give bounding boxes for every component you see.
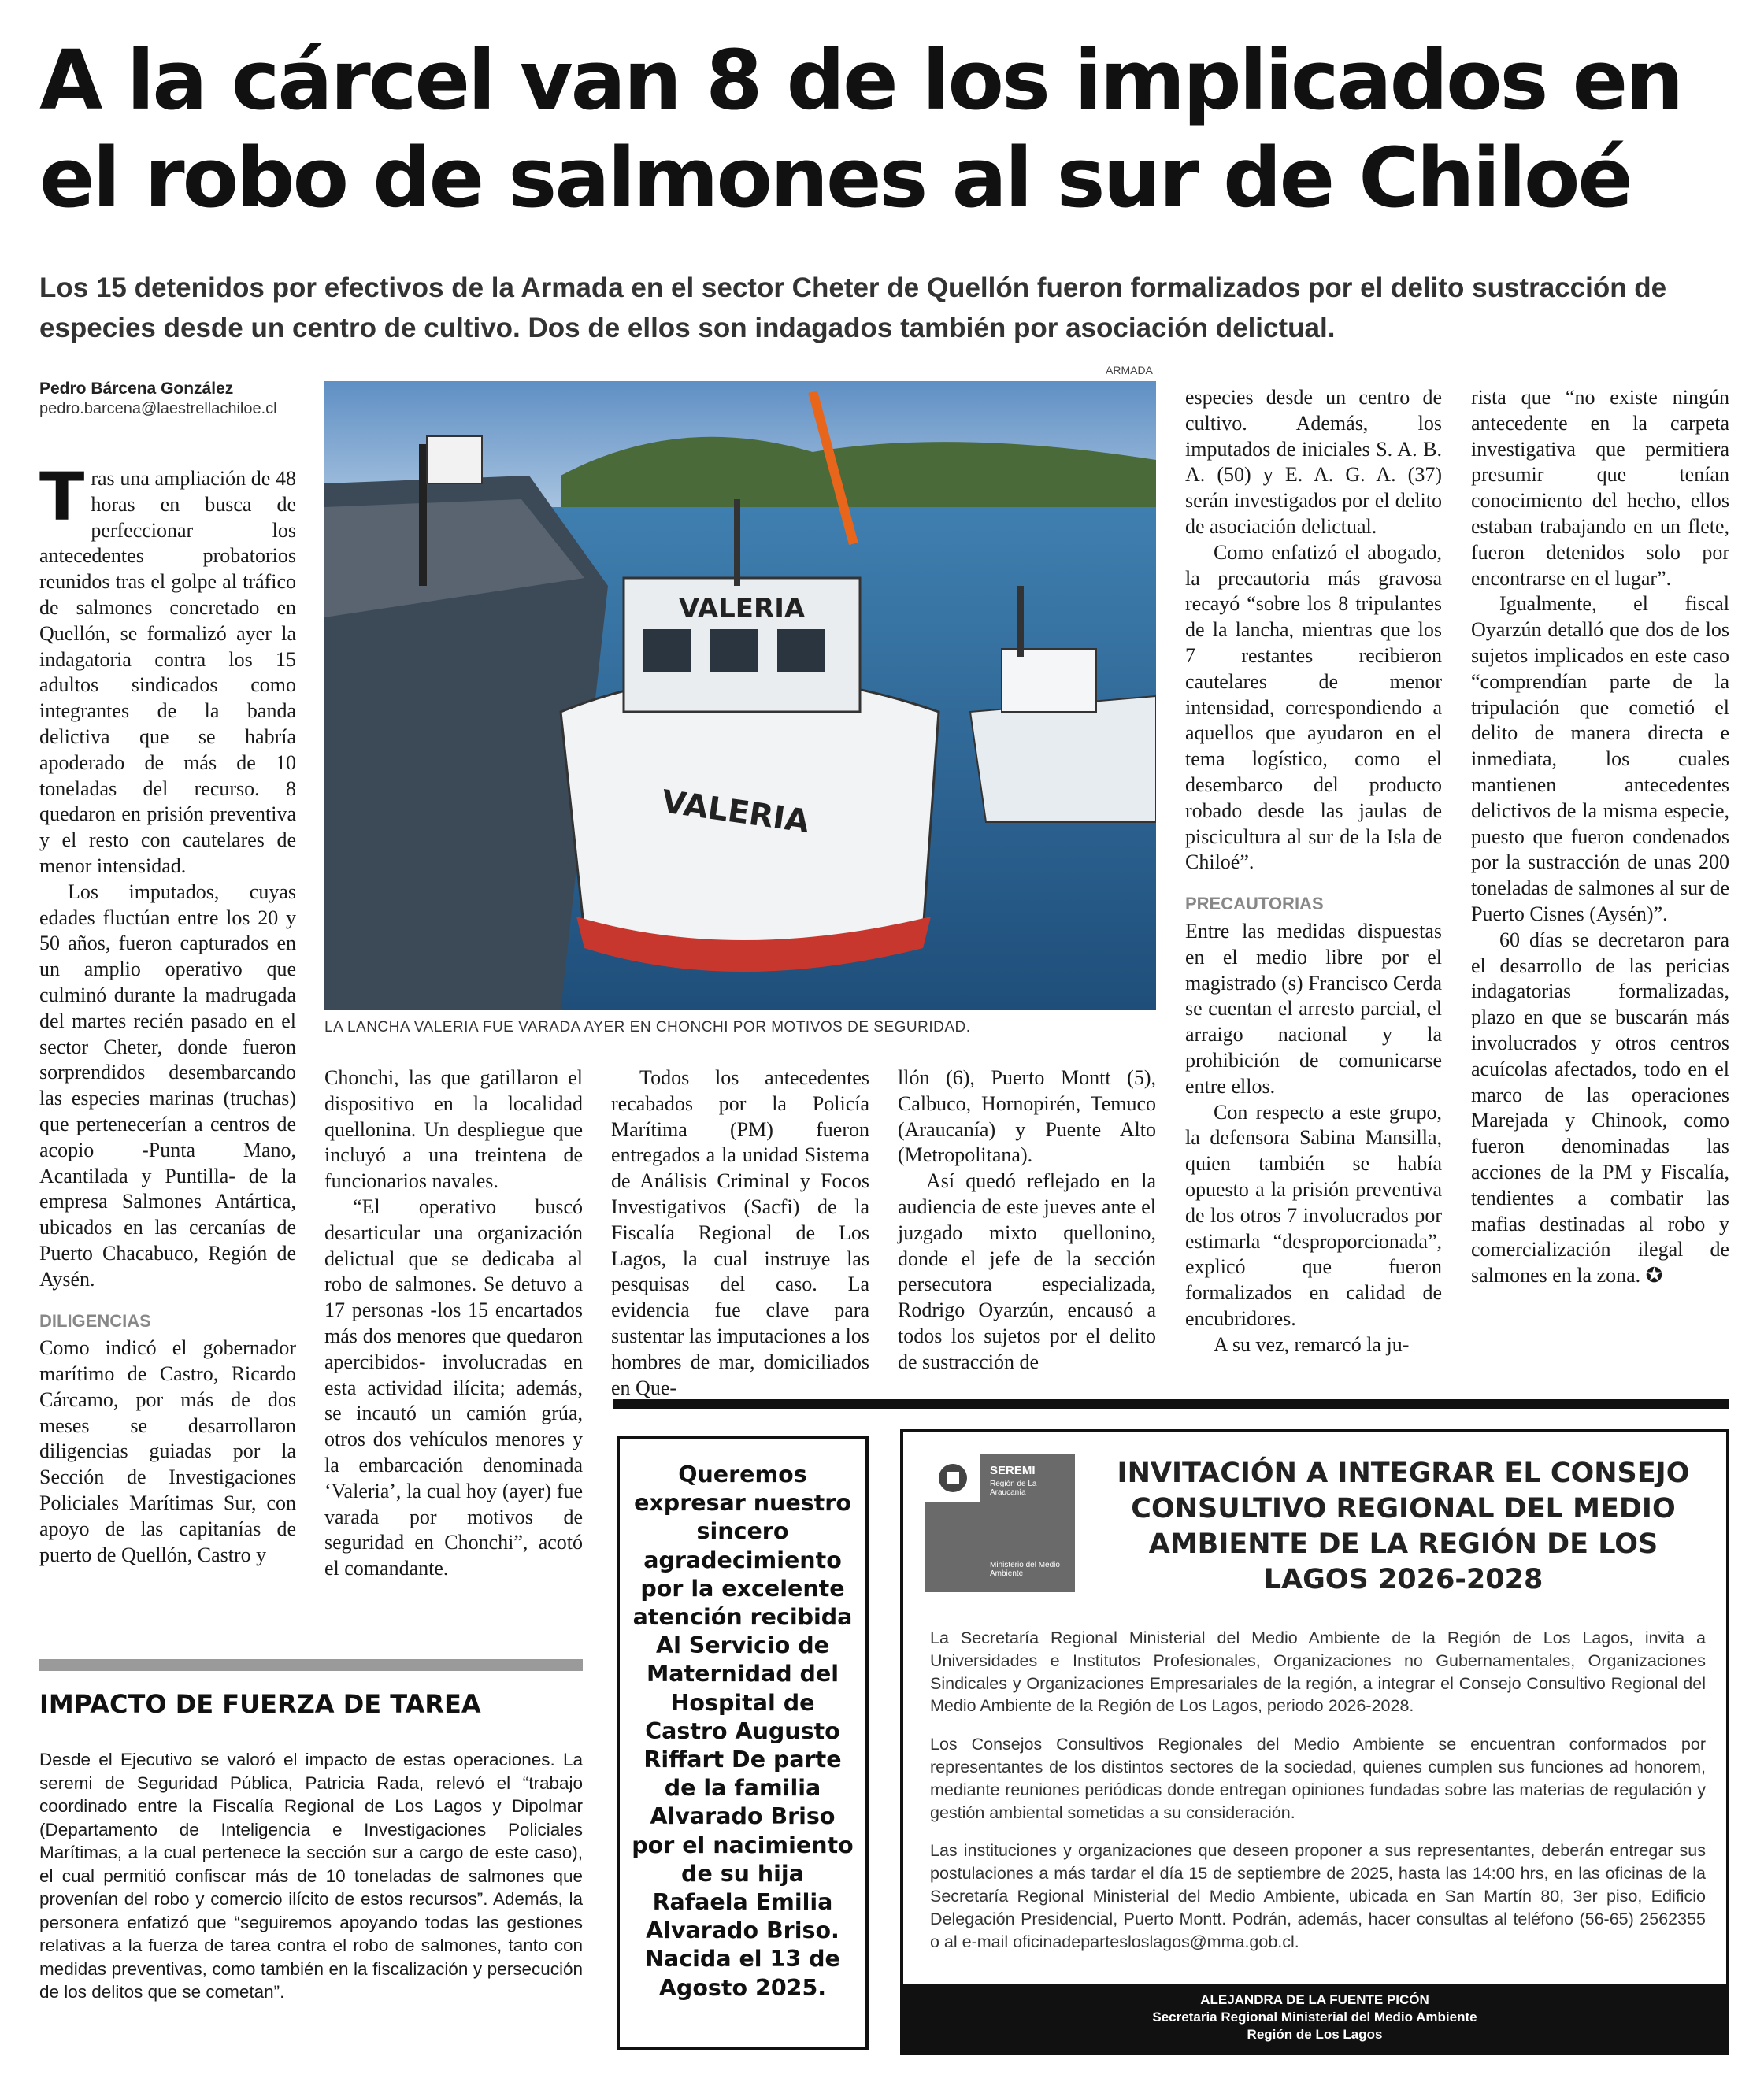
invitation-notice [900,1429,1729,2055]
paragraph: Los imputados, cuyas edades fluctúan entre los 20 y 50 años, fueron capturados en un amplio operativo que culminó durante la madrugada del martes recién pasado en el sector Cheter, donde fueron sorprendidos desembarcando las especies marinas (truchas) que pertenecerían a centros de acopio -Punta Mano, Acantilada y Puntilla- de la empresa Salmones Antártica, ubicados en las cercanías de Puerto Chacabuco, Región de Aysén. [39,880,296,1291]
article-column-5 [1185,385,1442,1358]
seal-line-2: Región de La Araucanía [990,1480,1037,1497]
invitation-title: INVITACIÓN A INTEGRAR EL CONSEJO CONSULTIVO REGIONAL DEL MEDIO AMBIENTE DE LA REGIÓN DE LOS LAGOS 2026-2028 [1117,1458,1690,1595]
headline: A la cárcel van 8 de los implicados en el robo de salmones al sur de Chiloé [39,32,1682,226]
paragraph: llón (6), Puerto Montt (5), Calbuco, Hornopirén, Temuco (Araucanía) y Puente Alto (Metropolitana). [898,1066,1156,1167]
sidebar-body: Desde el Ejecutivo se valoró el impacto de estas operaciones. La seremi de Seguridad Pública, Patricia Rada, relevó el “trabajo coordinado entre la Fiscalía Regional de Los Lagos y Dipolmar (Departamento de Inteligencia e Investigaciones Policiales Marítimas, a la cual pertenece la sección sur a cargo de este caso), el cual permitió confiscar más de 10 toneladas de salmones que provenían del robo y comercio ilícito de estos recursos”. Además, la personera enfatizó que “seguiremos apoyando todas las gestiones relativas a la fuerza de tarea contra el robo de salmones, tanto con medidas preventivas, como también en la fiscalización y persecución de los delitos que se cometan”. [39,1750,583,2002]
paragraph: Chonchi, las que gatillaron el dispositivo en la localidad quellonina. Un despliegue que incluyó a una treintena de funcionarios navales. [324,1066,583,1193]
paragraph [39,458,296,880]
boat-illustration [324,381,1156,1010]
article-column-3 [611,1065,869,1401]
signer-name: ALEJANDRA DE LA FUENTE PICÓN [1200,1992,1429,2007]
paragraph: Igualmente, el fiscal Oyarzún detalló que dos de los sujetos implicados en este caso “comprendían parte de la tripulación que cometió el delito de manera directa e inmediata, los cuales mantienen antecedentes delictivos de la misma especie, puesto que fueron condenados por la sustracción de unas 200 toneladas de salmones al sur de Puerto Cisnes (Aysén)”. [1471,592,1729,925]
article-column-2 [324,1065,583,1582]
article-column-1 [39,458,296,1568]
thanks-text: Queremos expresar nuestro sincero agradecimiento por la excelente atención recibida Al Servicio de Maternidad del Hospital de Castro Augusto Riffart De parte de la familia Alvarado Briso por el nacimiento de su hija Rafaela Emilia Alvarado Briso. Nacida el 13 de Agosto 2025. [632,1461,854,2001]
signature-block [903,1984,1726,2052]
sidebar-rule [39,1659,583,1671]
subhead-diligencias: DILIGENCIAS [39,1310,151,1331]
coat-of-arms-icon [925,1454,980,1502]
seal-line-3: Ministerio del Medio Ambiente [990,1561,1060,1578]
invitation-text [930,1627,1706,1969]
signer-role: Secretaria Regional Ministerial del Medio Ambiente [1152,2010,1477,2025]
paragraph: rista que “no existe ningún antecedente en la carpeta investigativa que permitiera presumir que tenían conocimiento del hecho, ellos estaban trabajando en un flete, fueron detenidos solo por encontrarse en el lugar”. [1471,386,1729,590]
byline-name: Pedro Bárcena González [39,380,234,398]
invitation-paragraph: La Secretaría Regional Ministerial del Medio Ambiente de la Región de Los Lagos, invita a Universidades e Institutos Profesionales, Organizaciones no Gubernamentales, Organizaciones Sindicales y Organizaciones Empresariales de la región, a integrar el Consejo Consultivo Regional del Medio Ambiente de la Región de Los Lagos, periodo 2026-2028. [930,1628,1706,1716]
paragraph: Con respecto a este grupo, la defensora Sabina Mansilla, quien también se había opuesto a la prisión preventiva de los otros 7 involucrados por estimarla “desproporcionada”, explicó que fueron formalizados en calidad de encubridores. [1185,1100,1442,1330]
signer-region: Región de Los Lagos [1247,2027,1383,2042]
seal-line-1: SEREMI [990,1464,1036,1477]
paragraph: A su vez, remarcó la ju- [1214,1332,1410,1356]
paragraph: especies desde un centro de cultivo. Además, los imputados de iniciales S. A. B. A. (50) y E. A. G. A. (37) serán investigados por el delito de asociación delictual. [1185,386,1442,538]
paragraph: Como enfatizó el abogado, la precautoria más gravosa recayó “sobre los 8 tripulantes de la lancha, mientras que los 7 restantes recibieron cautelares de menor intensidad, correspondiendo a aquellos que ayudaron en el tema logístico, como el desembarco del producto robado desde las jaulas de piscicultura al sur de la Isla de Chiloé”. [1185,540,1442,874]
paragraph: Todos los antecedentes recabados por la Policía Marítima (PM) fueron entregados a la unidad Sistema de Análisis Criminal y Focos Investigativos (Sacfi) de la Fiscalía Regional de Los Lagos, la cual instruye las pesquisas del caso. La evidencia fue clave para sustentar las imputaciones a los hombres de mar, domiciliados en Que- [611,1066,869,1399]
dropcap: T [39,458,85,535]
article-column-6 [1471,385,1729,1289]
boat-photo [324,381,1156,1010]
paragraph: “El operativo buscó desarticular una organización delictual que se dedicaba al robo de salmones. Se detuvo a 17 personas -los 15 encartados más dos menores que quedaron apercibidos- involucradas en esta actividad ilícita; además, se incautó un camión grúa, otros dos vehículos menores y la embarcación denominada ‘Valeria’, la cual hoy (ayer) fue varada por motivos de seguridad en Chonchi”, acotó el comandante. [324,1195,583,1580]
invitation-paragraph: Las instituciones y organizaciones que deseen proponer a sus representantes, deberán entregar sus postulaciones a más tardar el día 15 de septiembre de 2025, hasta las 14:00 hrs, en las oficinas de la Secretaría Regional Ministerial del Medio Ambiente, ubicada en San Martín 80, 3er piso, Edificio Delegación Presidencial, Puerto Montt. Podrán, además, hacer consultas al teléfono (56-65) 2562355 o al e-mail oficinadepartesloslagos@mma.gob.cl. [930,1841,1706,1951]
thanks-notice [617,1436,869,2050]
sidebar-title: IMPACTO DE FUERZA DE TAREA [39,1689,481,1719]
paragraph: 60 días se decretaron para el desarrollo de las pericias indagatorias formalizadas, plazo en que se buscarán más involucrados y otros centros acuícolas afectados, todo en el marco de las operaciones Marejada y Chinook, como fueron denominadas las acciones de la PM y Fiscalía, tendientes a combatir las mafias destinadas al robo y comercialización ilegal de salmones en la zona. ✪ [1471,928,1729,1287]
photo-caption: LA LANCHA VALERIA FUE VARADA AYER EN CHONCHI POR MOTIVOS DE SEGURIDAD. [324,1019,971,1035]
paragraph: Entre las medidas dispuestas en el medio libre por el magistrado (s) Francisco Cerda se cuentan el arresto parcial, el arraigo nacional y la prohibición de comunicarse entre ellos. [1185,919,1442,1098]
ads-divider [613,1399,1729,1409]
paragraph-text: ras una ampliación de 48 horas en busca de perfeccionar los antecedentes probatorios reunidos tras el golpe al tráfico de salmones concretado en Quellón, se formalizó ayer la indagatoria contra los 15 adultos sindicados como integrantes de la banda delictiva que se habría apoderado de más de 10 toneladas del recurso. 8 quedaron en prisión preventiva y el resto con cautelares de menor intensidad. [39,467,296,877]
paragraph: Así quedó reflejado en la audiencia de este jueves ante el juzgado mixto quellonino, donde el jefe de la sección persecutora especializada, Rodrigo Oyarzún, encausó a todos los sujetos por el delito de sustracción de [898,1169,1156,1373]
article-column-4 [898,1065,1156,1376]
photo-credit: ARMADA [1106,364,1153,376]
subhead-precautorias: PRECAUTORIAS [1185,894,1324,914]
boat-name-hull: VALERIA [659,784,812,841]
deck: Los 15 detenidos por efectivos de la Armada en el sector Cheter de Quellón fueron formalizados por el delito sustracción de especies desde un centro de cultivo. Dos de ellos son indagados también por asociación delictual. [39,272,1667,343]
seremi-seal [925,1454,1075,1592]
byline-email: pedro.barcena@laestrellachiloe.cl [39,400,277,417]
paragraph: Como indicó el gobernador marítimo de Castro, Ricardo Cárcamo, por más de dos meses se desarrollaron diligencias guiadas por la Sección de Investigaciones Policiales Marítimas Sur, con apoyo de las capitanías de puerto de Quellón, Castro y [39,1336,296,1566]
boat-name-top: VALERIA [678,593,806,624]
invitation-paragraph: Los Consejos Consultivos Regionales del Medio Ambiente se encuentran conformados por representantes de los distintos sectores de la sociedad, quienes cumplen sus funciones ad honorem, mediante reuniones periódicas donde entregan opiniones fundadas sobre las materias de regulación y gestión ambiental sometidas a su consideración. [930,1735,1706,1822]
